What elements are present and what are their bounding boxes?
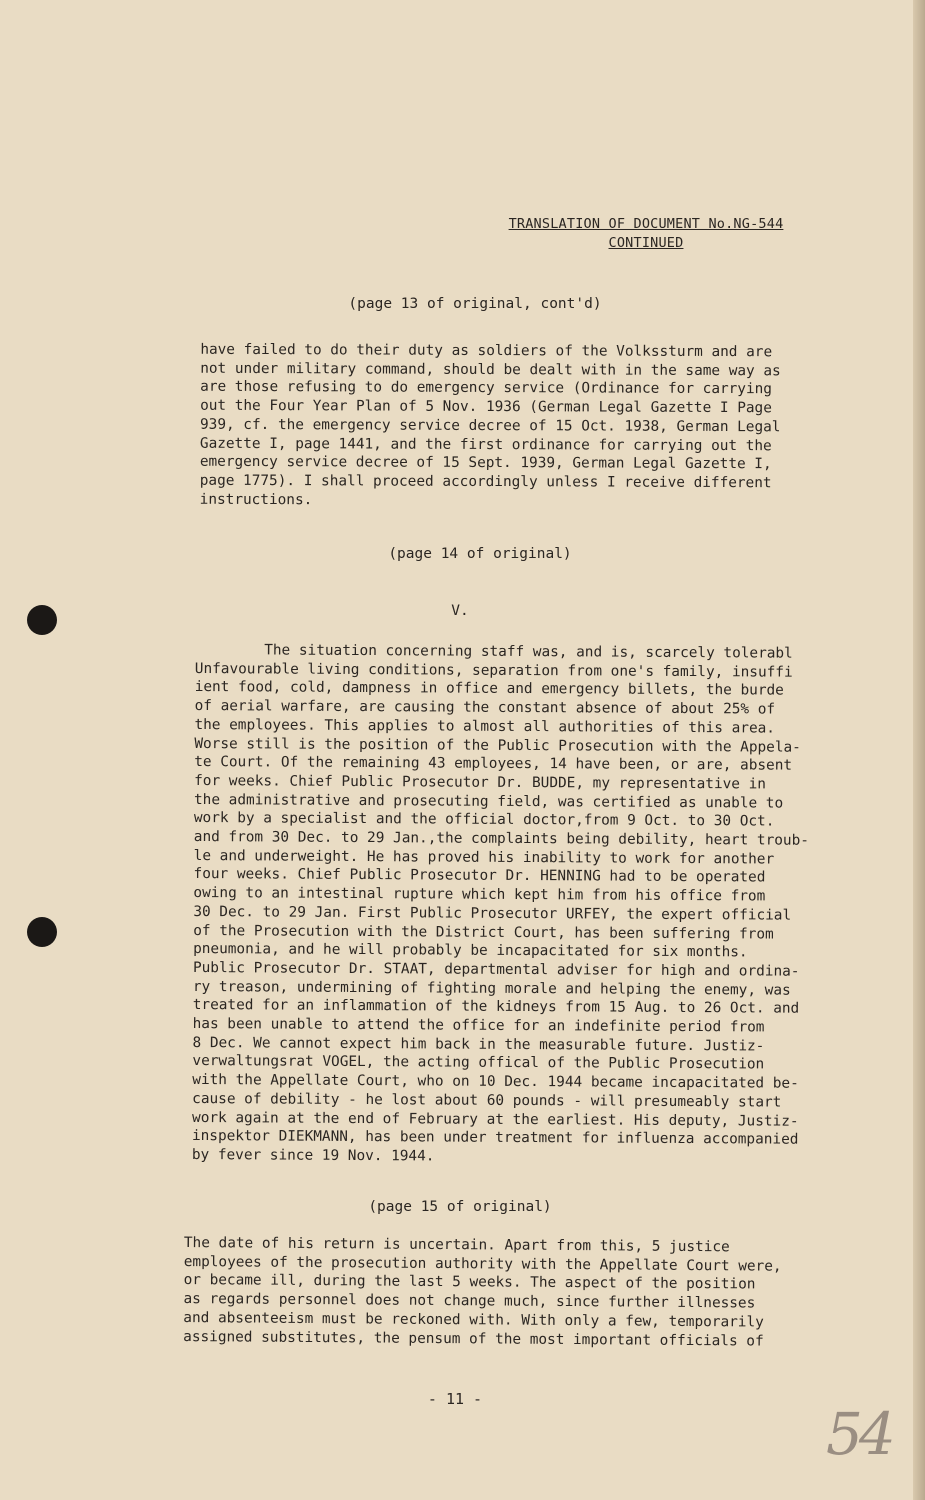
page15-paragraph: The date of his return is uncertain. Apart from this, 5 justice employees of the prosecution authority with the Appellate Court were, or became ill, during the last 5 weeks. The aspect of the position as regards personnel does not change much, since further illnesses and absenteeism must be reckoned with. With only a few, temporarily assigned substitutes, the pensum of the most important officials of bbox=[183, 1235, 782, 1350]
header-title: TRANSLATION OF DOCUMENT No.NG-544 bbox=[508, 216, 784, 232]
section-number: V. bbox=[451, 603, 469, 619]
page14-heading: (page 14 of original) bbox=[388, 546, 572, 562]
page13-heading: (page 13 of original, cont'd) bbox=[348, 296, 602, 312]
handwritten-page-mark: 54 bbox=[826, 1400, 892, 1468]
page-number: - 11 - bbox=[427, 1390, 483, 1408]
page-edge bbox=[913, 0, 925, 1500]
punch-hole-top bbox=[27, 605, 57, 635]
document-header bbox=[488, 215, 804, 253]
header-continued: CONTINUED bbox=[608, 235, 684, 251]
punch-hole-bottom bbox=[27, 917, 57, 947]
page15-heading: (page 15 of original) bbox=[368, 1199, 552, 1215]
page13-paragraph: have failed to do their duty as soldiers of the Volkssturm and are not under military command, should be dealt with in the same way as are those refusing to do emergency service (Ordinance for carrying out the Four Year Plan of 5 Nov. 1936 (German Legal Gazette I Page 939, cf. the emergency service decree of 15 Oct. 1938, German Legal Gazette I, page 1441, and the first ordinance for carrying out the emergency service decree of 15 Sept. 1939, German Legal Gazette I, page 1775). I shall proceed accordingly unless I receive different instructions. bbox=[199, 341, 781, 508]
page14-paragraph: The situation concerning staff was, and is, scarcely tolerabl Unfavourable living conditions, separation from one's family, insuffi ient food, cold, dampness in office and emergency billets, the burde of aerial warfare, are causing the constant absence of about 25% of the employees. This applies to almost all authorities of this area. Worse still is the position of the Public Prosecution with the Appela- te Court. Of the remaining 43 employees, 14 have been, or are, absent for weeks. Chief Public Prosecutor Dr. BUDDE, my representative in the administrative and prosecuting field, was certified as unable to work by a specialist and the official doctor,from 9 Oct. to 30 Oct. and from 30 Dec. to 29 Jan.,the complaints being debility, heart troub- le and underweight. He has proved his inability to work for another four weeks. Chief Public Prosecutor Dr. HENNING had to be operated owing to an intestinal rupture which kept him from his office from 30 Dec. to 29 Jan. First Public Prosecutor URFEY, the expert official of the Prosecution with the District Court, has been suffering from pneumonia, and he will probably be incapacitated for six months. Public Prosecutor Dr. STAAT, departmental adviser for high and ordina- ry treason, undermining of fighting morale and helping the enemy, was treated for an inflammation of the kidneys from 15 Aug. to 26 Oct. and has been unable to attend the office for an indefinite period from 8 Dec. We cannot expect him back in the measurable future. Justiz- verwaltungsrat VOGEL, the acting offical of the Public Prosecution with the Appellate Court, who on 10 Dec. 1944 became incapacitated be- cause of debility - he lost about 60 pounds - will presumeably start work again at the end of February at the earliest. His deputy, Justiz- inspektor DIEKMANN, has been under treatment for influenza accompanied by fever since 19 Nov. 1944. bbox=[191, 642, 809, 1165]
